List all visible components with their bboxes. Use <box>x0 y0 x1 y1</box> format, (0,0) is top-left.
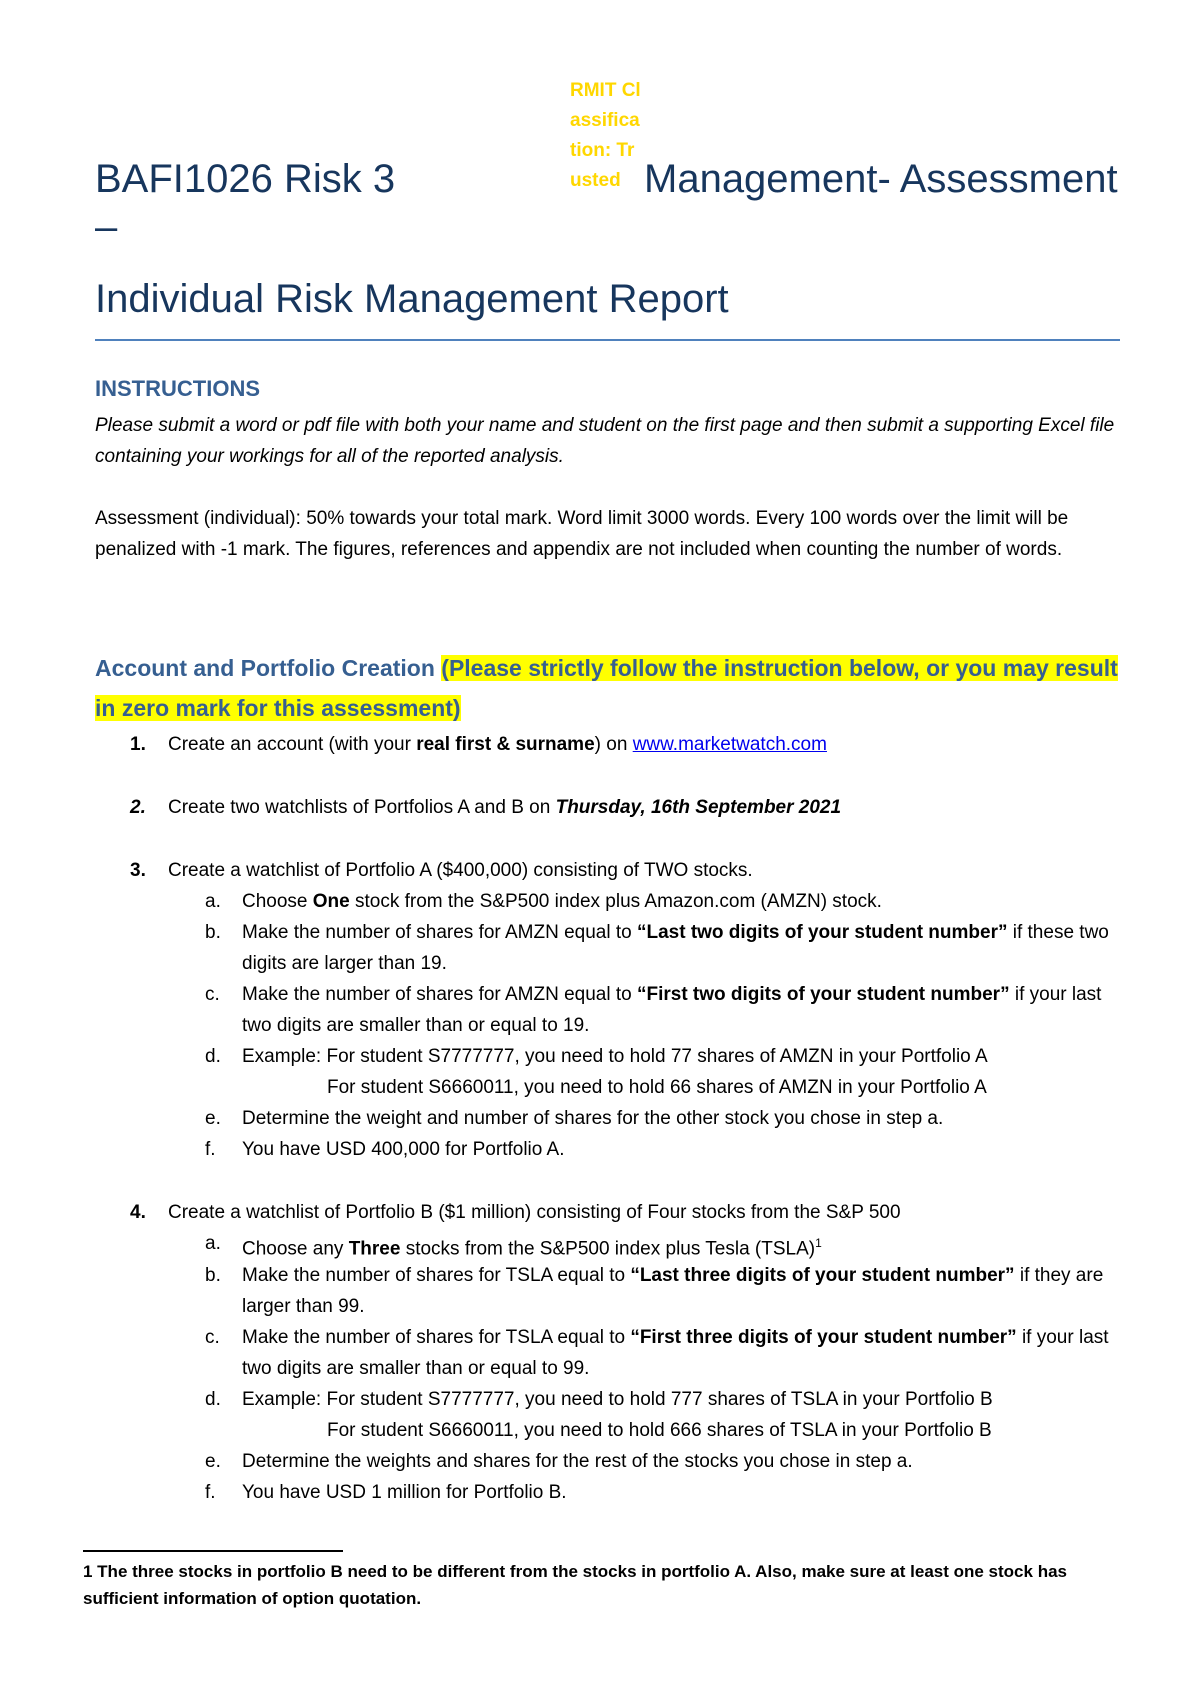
sub-letter: b. <box>205 922 221 943</box>
title-subtitle: Individual Risk Management Report <box>95 277 729 321</box>
sub-text <box>242 979 1122 1041</box>
bold-text: “First three digits of your student number” <box>630 1327 1017 1348</box>
title-divider <box>95 339 1120 341</box>
text-part: if these two digits are larger than 19. <box>242 922 1109 974</box>
footnote-divider <box>83 1550 343 1552</box>
title-part-2: Management- Assessment <box>644 157 1118 201</box>
bold-text: real first & surname <box>416 734 595 755</box>
list-text <box>168 792 841 823</box>
text-part: Make the number of shares for AMZN equal to <box>242 984 637 1005</box>
bold-text: One <box>312 891 350 912</box>
sub-letter: c. <box>205 984 220 1005</box>
bold-text: “First two digits of your student number” <box>636 984 1010 1005</box>
sub-text <box>242 1260 1122 1322</box>
text-part: Make the number of shares for TSLA equal to <box>242 1265 631 1286</box>
list-number: 3. <box>130 860 146 881</box>
text-part: Choose <box>242 891 313 912</box>
section-warning-highlight: (Please strictly follow the instruction below, or you may result in zero mark for this assessment) <box>95 655 1118 721</box>
sub-text: Determine the weight and number of shares for the other stock you chose in step a. <box>242 1108 944 1129</box>
sub-letter: a. <box>205 1233 221 1254</box>
sub-letter: f. <box>205 1139 216 1160</box>
sub-text <box>242 1322 1122 1384</box>
sub-item-4d-continuation: For student S6660011, you need to hold 666 shares of TSLA in your Portfolio B <box>327 1420 992 1441</box>
sub-letter: e. <box>205 1108 221 1129</box>
text-part: Make the number of shares for TSLA equal to <box>242 1327 631 1348</box>
instructions-paragraph-1: Please submit a word or pdf file with both your name and student on the first page and then submit a supporting Excel file containing your workings for all of the reported analysis. <box>95 415 1115 467</box>
sub-letter: c. <box>205 1327 220 1348</box>
text-part: Choose any <box>242 1238 349 1260</box>
footnote: 1 The three stocks in portfolio B need to be different from the stocks in portfolio A. Also, make sure at least one stock has sufficient information of option quotation. <box>83 1562 1067 1608</box>
sub-letter: d. <box>205 1046 221 1067</box>
list-number: 2. <box>130 797 146 818</box>
footnote-marker: 1 <box>815 1236 822 1250</box>
sub-text <box>242 886 1122 917</box>
text-part: Create an account (with your <box>168 734 417 755</box>
bold-date: Thursday, 16th September 2021 <box>555 797 842 818</box>
sub-item-3d-continuation: For student S6660011, you need to hold 66 shares of AMZN in your Portfolio A <box>327 1077 987 1098</box>
text-part: if your last two digits are smaller than or equal to 19. <box>242 984 1102 1036</box>
bold-text: Three <box>348 1238 401 1260</box>
sub-text: You have USD 1 million for Portfolio B. <box>242 1482 567 1503</box>
title-part-1: BAFI1026 Risk 3 – <box>95 157 396 249</box>
classification-label: RMIT Classification: Trusted <box>570 80 641 191</box>
sub-text: Example: For student S7777777, you need to hold 777 shares of TSLA in your Portfolio B <box>242 1389 993 1410</box>
instructions-heading: INSTRUCTIONS <box>95 376 260 401</box>
bold-text: “Last three digits of your student number” <box>630 1265 1015 1286</box>
text-part: if they are larger than 99. <box>242 1265 1104 1317</box>
list-text <box>168 729 827 760</box>
sub-text <box>242 917 1122 979</box>
text-part: ) on <box>594 734 633 755</box>
sub-letter: f. <box>205 1482 216 1503</box>
sub-letter: d. <box>205 1389 221 1410</box>
section-heading <box>95 648 1125 728</box>
section-heading-text: Account and Portfolio Creation <box>95 655 435 681</box>
sub-letter: b. <box>205 1265 221 1286</box>
list-number: 1. <box>130 734 146 755</box>
sub-text: Determine the weights and shares for the rest of the stocks you chose in step a. <box>242 1451 913 1472</box>
text-part: Create two watchlists of Portfolios A and B on <box>168 797 556 818</box>
marketwatch-link[interactable]: www.marketwatch.com <box>632 734 827 755</box>
text-part: stocks from the S&P500 index plus Tesla (TSLA) <box>400 1238 816 1260</box>
list-number: 4. <box>130 1202 146 1223</box>
sub-text: You have USD 400,000 for Portfolio A. <box>242 1139 565 1160</box>
bold-text: “Last two digits of your student number” <box>636 922 1008 943</box>
instructions-paragraph-2: Assessment (individual): 50% towards your total mark. Word limit 3000 words. Every 100 words over the limit will be penalized with -1 mark. The figures, references and appendix are not included when counting the number of words. <box>95 508 1069 560</box>
sub-letter: e. <box>205 1451 221 1472</box>
text-part: if your last two digits are smaller than or equal to 99. <box>242 1327 1109 1379</box>
sub-letter: a. <box>205 891 221 912</box>
list-text: Create a watchlist of Portfolio B ($1 million) consisting of Four stocks from the S&P 500 <box>168 1202 901 1223</box>
text-part: stock from the S&P500 index plus Amazon.com (AMZN) stock. <box>349 891 882 912</box>
sub-text <box>242 1228 1122 1264</box>
sub-text: Example: For student S7777777, you need to hold 77 shares of AMZN in your Portfolio A <box>242 1046 988 1067</box>
text-part: Make the number of shares for AMZN equal to <box>242 922 637 943</box>
list-text: Create a watchlist of Portfolio A ($400,000) consisting of TWO stocks. <box>168 860 753 881</box>
